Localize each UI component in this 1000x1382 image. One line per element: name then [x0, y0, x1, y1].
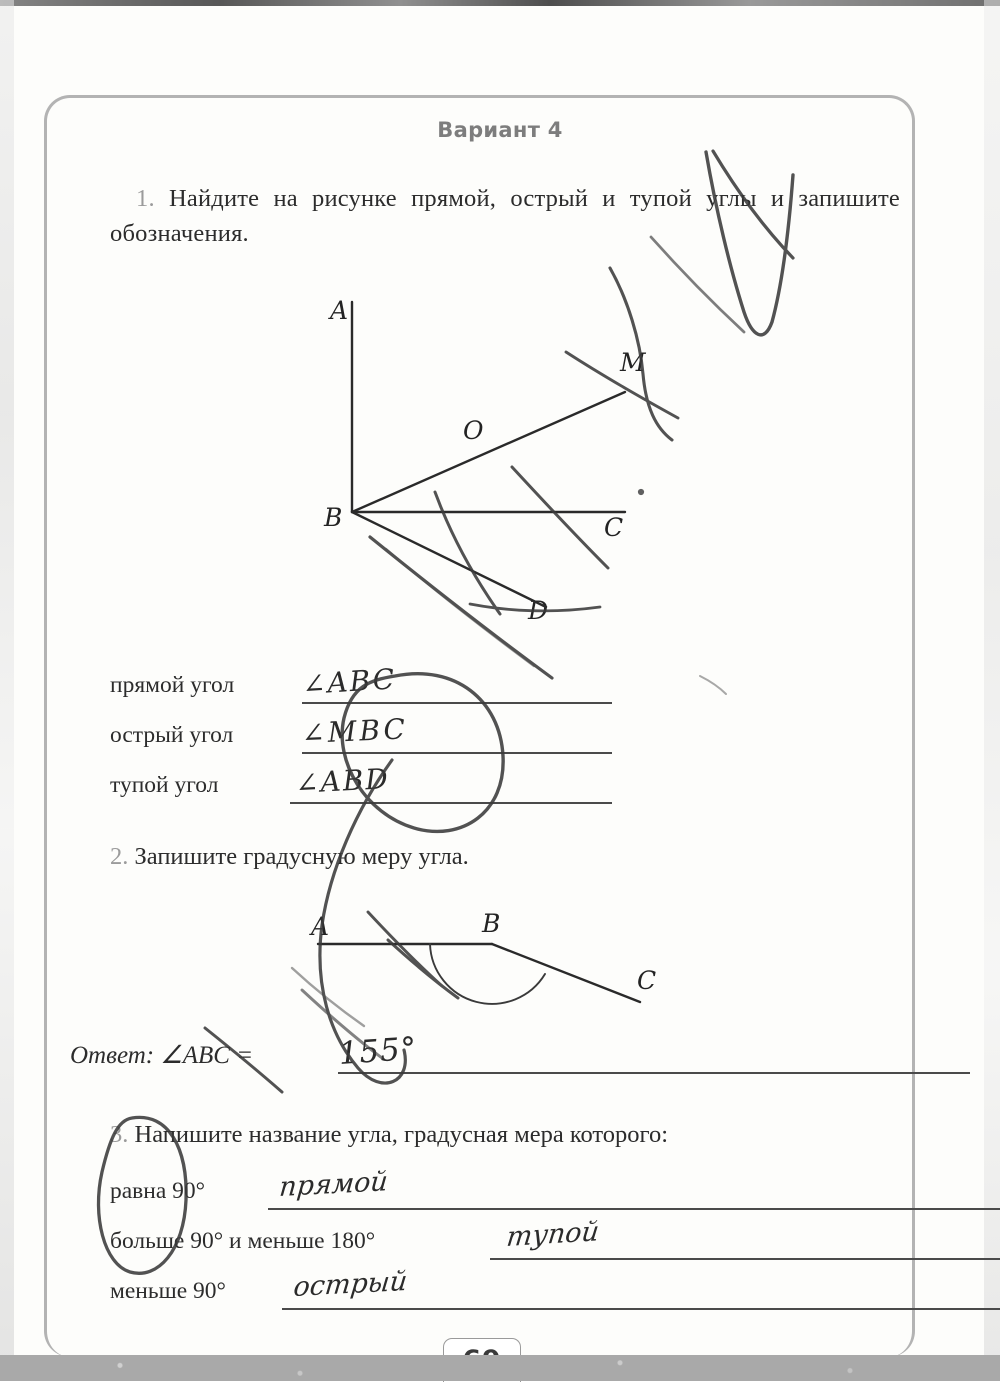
task3-handwriting-2: тупой — [505, 1216, 601, 1253]
figure1-label-O: O — [463, 416, 484, 445]
task-2-body: Запишите градусную меру угла. — [134, 843, 469, 870]
figure2-label-A: A — [311, 912, 330, 941]
task2-handwriting-answer: 155° — [337, 1030, 419, 1072]
footer-gray-band — [0, 1355, 1000, 1381]
figure1-label-B: B — [324, 503, 343, 532]
figure1-label-A: A — [330, 296, 349, 325]
task2-answer-line — [70, 1040, 253, 1070]
figure1-label-D: D — [528, 596, 549, 625]
task3-row-equal-90 — [110, 1178, 205, 1205]
scan-edge-left — [0, 0, 14, 1381]
task1-answer-row-right-angle — [110, 672, 234, 699]
task-2-text — [110, 840, 810, 875]
task3-rule-1[interactable] — [268, 1208, 1000, 1210]
task3-handwriting-1: прямой — [278, 1166, 390, 1203]
task1-answer-row-obtuse-angle — [110, 772, 218, 799]
task1-answer-label-1: прямой угол — [110, 672, 235, 698]
task1-handwriting-3: ∠ABD — [294, 762, 391, 800]
task-3-text — [110, 1118, 900, 1153]
task-2-number: 2. — [110, 843, 129, 870]
task3-row-less-90 — [110, 1278, 226, 1305]
task1-answer-rule-3[interactable] — [290, 802, 612, 804]
task1-answer-row-acute-angle — [110, 722, 233, 749]
task2-answer-prefix: Ответ: ∠ABC = — [70, 1042, 254, 1069]
scan-edge-right — [984, 0, 1000, 1381]
figure2-label-B: B — [482, 909, 501, 938]
task-1-body: Найдите на рисунке прямой, острый и тупой углы и запишите обозначения. — [110, 185, 900, 247]
task-1-number: 1. — [136, 185, 155, 212]
task3-label-3: меньше 90° — [110, 1278, 226, 1304]
figure1-label-M: M — [620, 348, 646, 377]
figure2-label-C: C — [637, 966, 657, 995]
task3-rule-2[interactable] — [490, 1258, 1000, 1260]
task3-label-1: равна 90° — [110, 1178, 206, 1204]
task3-handwriting-3: острый — [292, 1265, 409, 1303]
task-3-number: 3. — [110, 1121, 129, 1148]
task1-answer-label-2: острый угол — [110, 722, 234, 748]
task3-rule-3[interactable] — [282, 1308, 1000, 1310]
task2-answer-rule[interactable] — [338, 1072, 970, 1074]
task1-answer-label-3: тупой угол — [110, 772, 219, 798]
task-1-text — [110, 182, 900, 252]
task1-answer-rule-1[interactable] — [302, 702, 612, 704]
task-3-body: Напишите название угла, градусная мера которого: — [134, 1121, 669, 1148]
task1-answer-rule-2[interactable] — [302, 752, 612, 754]
variant-title: Вариант 4 — [437, 118, 563, 142]
scan-edge-top — [0, 0, 1000, 6]
figure1-label-C: C — [604, 513, 624, 542]
task1-handwriting-2: ∠MBC — [300, 712, 409, 750]
task1-handwriting-1: ∠ABC — [300, 662, 398, 701]
task3-label-2: больше 90° и меньше 180° — [110, 1228, 376, 1254]
task3-row-between-90-180 — [110, 1228, 375, 1255]
